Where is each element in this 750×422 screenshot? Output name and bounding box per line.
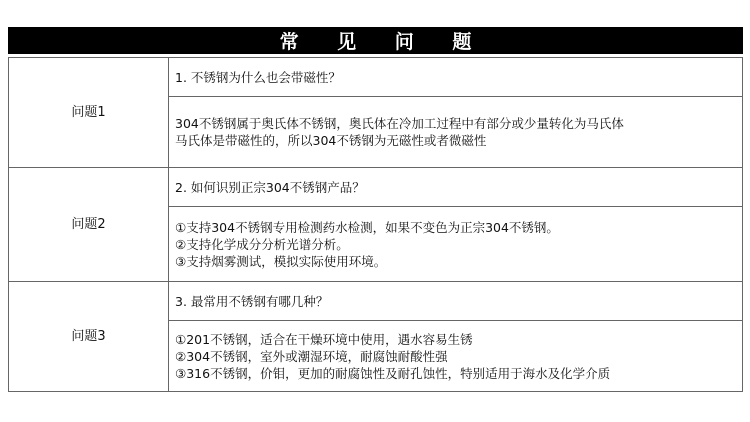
faq-table <box>8 57 743 392</box>
faq-header <box>8 27 743 54</box>
faq-question-1: 1. 不锈钢为什么也会带磁性？ <box>169 58 743 97</box>
faq-answer-3-line-1: ①201不锈钢，适合在干燥环境中使用，遇水容易生锈 <box>175 331 473 347</box>
faq-answer-3 <box>169 321 743 392</box>
faq-answer-2 <box>169 207 743 282</box>
faq-answer-3-line-3: ③316不锈钢，价钼，更加的耐腐蚀性及耐孔蚀性，特别适用于海水及化学介质 <box>175 365 611 381</box>
faq-row-1 <box>9 58 743 97</box>
faq-answer-1 <box>169 97 743 168</box>
faq-label-2: 问题2 <box>9 168 169 282</box>
faq-answer-2-line-1: ①支持304不锈钢专用检测药水检测，如果不变色为正宗304不锈钢。 <box>175 219 559 235</box>
faq-answer-2-line-2: ②支持化学成分分析光谱分析。 <box>175 236 349 252</box>
faq-answer-3-line-2: ②304不锈钢，室外或潮湿环境，耐腐蚀耐酸性强 <box>175 348 448 364</box>
faq-answer-1-line-1: 304不锈钢属于奥氏体不锈钢，奥氏体在冷加工过程中有部分或少量转化为马氏体 <box>175 116 624 131</box>
faq-question-2: 2. 如何识别正宗304不锈钢产品？ <box>169 168 743 207</box>
faq-answer-2-line-3: ③支持烟雾测试，模拟实际使用环境。 <box>175 253 387 269</box>
faq-row-2 <box>9 168 743 207</box>
faq-label-1: 问题1 <box>9 58 169 168</box>
faq-row-3 <box>9 282 743 321</box>
faq-question-3: 3. 最常用不锈钢有哪几种？ <box>169 282 743 321</box>
faq-label-3: 问题3 <box>9 282 169 392</box>
faq-answer-1-line-2: 马氏体是带磁性的，所以304不锈钢为无磁性或者微磁性 <box>175 133 487 148</box>
faq-header-title: 常 见 问 题 <box>279 31 488 53</box>
